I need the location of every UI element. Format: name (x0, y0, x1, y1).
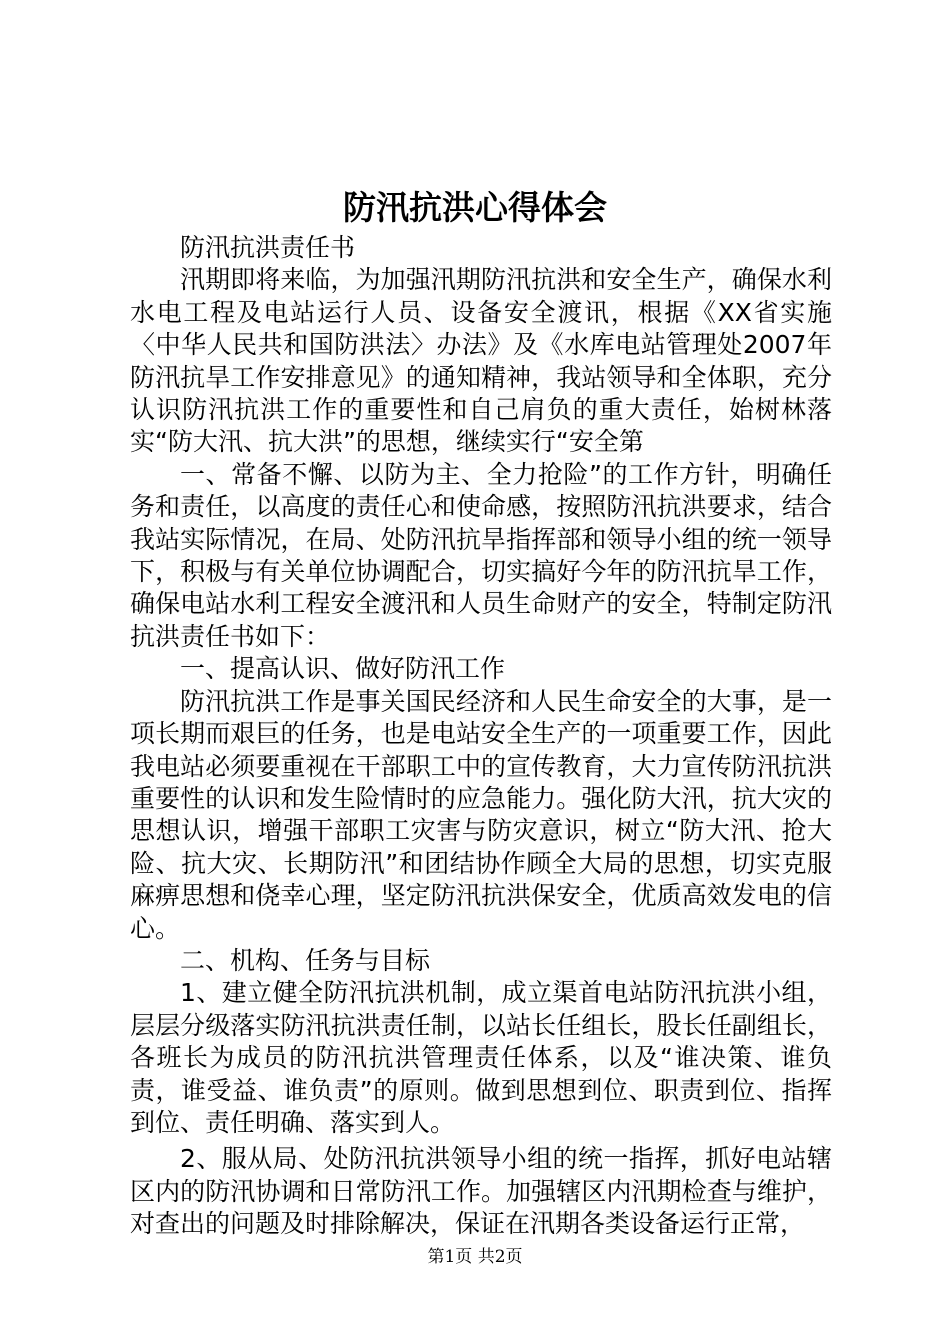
paragraph-intro: 汛期即将来临，为加强汛期防汛抗洪和安全生产，确保水利水电工程及电站运行人员、设备安全渡讯，根据《XX省实施〈中华人民共和国防洪法〉办法》及《水库电站管理处2007年防汛抗旱工作安排意见》的通知精神，我站领导和全体职，充分认识防汛抗洪工作的重要性和自己肩负的重大责任，始树林落实“防大汛、抗大洪”的思想，继续实行“安全第 (130, 265, 832, 457)
paragraph-subtitle: 防汛抗洪责任书 (180, 233, 356, 262)
paragraph-awareness: 防汛抗洪工作是事关国民经济和人民生命安全的大事，是一项长期而艰巨的任务，也是电站安全生产的一项重要工作，因此我电站必须要重视在干部职工中的宣传教育，大力宣传防汛抗洪重要性的认识和发生险情时的应急能力。强化防大汛，抗大灾的思想认识，增强干部职工灾害与防灾意识，树立“防大汛、抢大险、抗大灾、长期防汛”和团结协作顾全大局的思想，切实克服麻痹思想和侥幸心理，坚定防汛抗洪保安全，优质高效发电的信心。 (130, 686, 832, 943)
paragraph-item-1: 1、建立健全防汛抗洪机制，成立渠首电站防汛抗洪小组，层层分级落实防汛抗洪责任制，以站长任组长，股长任副组长，各班长为成员的防汛抗洪管理责任体系，以及“谁决策、谁负责，谁受益、谁负责”的原则。做到思想到位、职责到位、指挥到位、责任明确、落实到人。 (130, 978, 832, 1137)
section-heading-2: 二、机构、任务与目标 (180, 945, 431, 975)
paragraph-policy: 一、常备不懈、以防为主、全力抢险”的工作方针，明确任务和责任，以高度的责任心和使命感，按照防汛抗洪要求，结合我站实际情况，在局、处防汛抗旱指挥部和领导小组的统一领导下，积极与有关单位协调配合，切实搞好今年的防汛抗旱工作，确保电站水利工程安全渡汛和人员生命财产的安全，特制定防汛抗洪责任书如下： (130, 459, 832, 651)
page-number-footer: 第1页 共2页 (427, 1247, 523, 1267)
document-title: 防汛抗洪心得体会 (343, 188, 607, 227)
paragraph-item-2: 2、服从局、处防汛抗洪领导小组的统一指挥，抓好电站辖区内的防汛协调和日常防汛工作。加强辖区内汛期检查与维护，对查出的问题及时排除解决，保证在汛期各类设备运行正常， (130, 1144, 832, 1239)
document-body (130, 232, 832, 1241)
section-heading-1: 一、提高认识、做好防汛工作 (180, 654, 506, 684)
